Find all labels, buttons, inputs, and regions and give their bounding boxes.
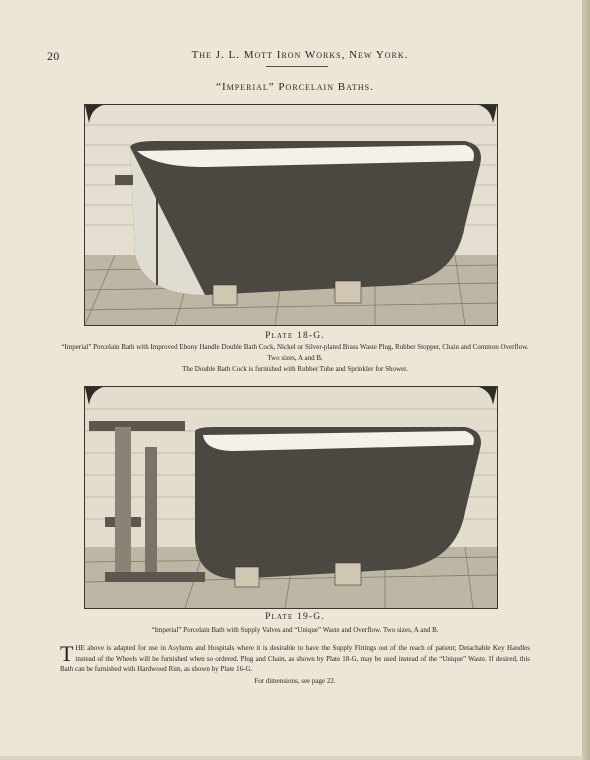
plate-label: Plate 18-G.: [265, 331, 325, 341]
header-rule: [266, 66, 328, 67]
body-text: HE above is adapted for use in Asylums and Hospitals where it is desirable to have the Supply Fittings out of the reach of patient; Detachable Key Handles instead of the Wheels will be furnished when so ordered. Plug and Chain, as shown by Plate 18-G, may be used instead of the “Unique” Waste. If desired, this Bath can be furnished with Hardwood Rim, as shown by Plate 16-G.: [60, 644, 530, 673]
plate-description: “Imperial” Porcelain Bath with Supply Valves and “Unique” Waste and Overflow. Two sizes, A and B.: [151, 626, 439, 634]
drop-cap: T: [60, 641, 74, 666]
plate-19g-illustration: [84, 386, 498, 609]
page-number: 20: [47, 49, 60, 63]
plate-note: The Double Bath Cock is furnished with Rubber Tube and Sprinkler for Shower.: [182, 365, 408, 373]
section-title: “Imperial” Porcelain Baths.: [216, 81, 374, 93]
running-head: The J. L. Mott Iron Works, New York.: [191, 49, 409, 61]
dimensions-note: For dimensions, see page 22.: [254, 677, 336, 685]
body-paragraph: [60, 643, 530, 675]
plate-18g-illustration: [84, 104, 498, 326]
plate-label: Plate 19-G.: [265, 612, 325, 622]
plate-description: “Imperial” Porcelain Bath with Improved Ebony Handle Double Bath Cock, Nickel or Silver-plated Brass Waste Plug, Rubber Stopper, Chain and Common Overflow. Two sizes, A and B.: [61, 343, 529, 362]
page-edge: [583, 0, 590, 760]
